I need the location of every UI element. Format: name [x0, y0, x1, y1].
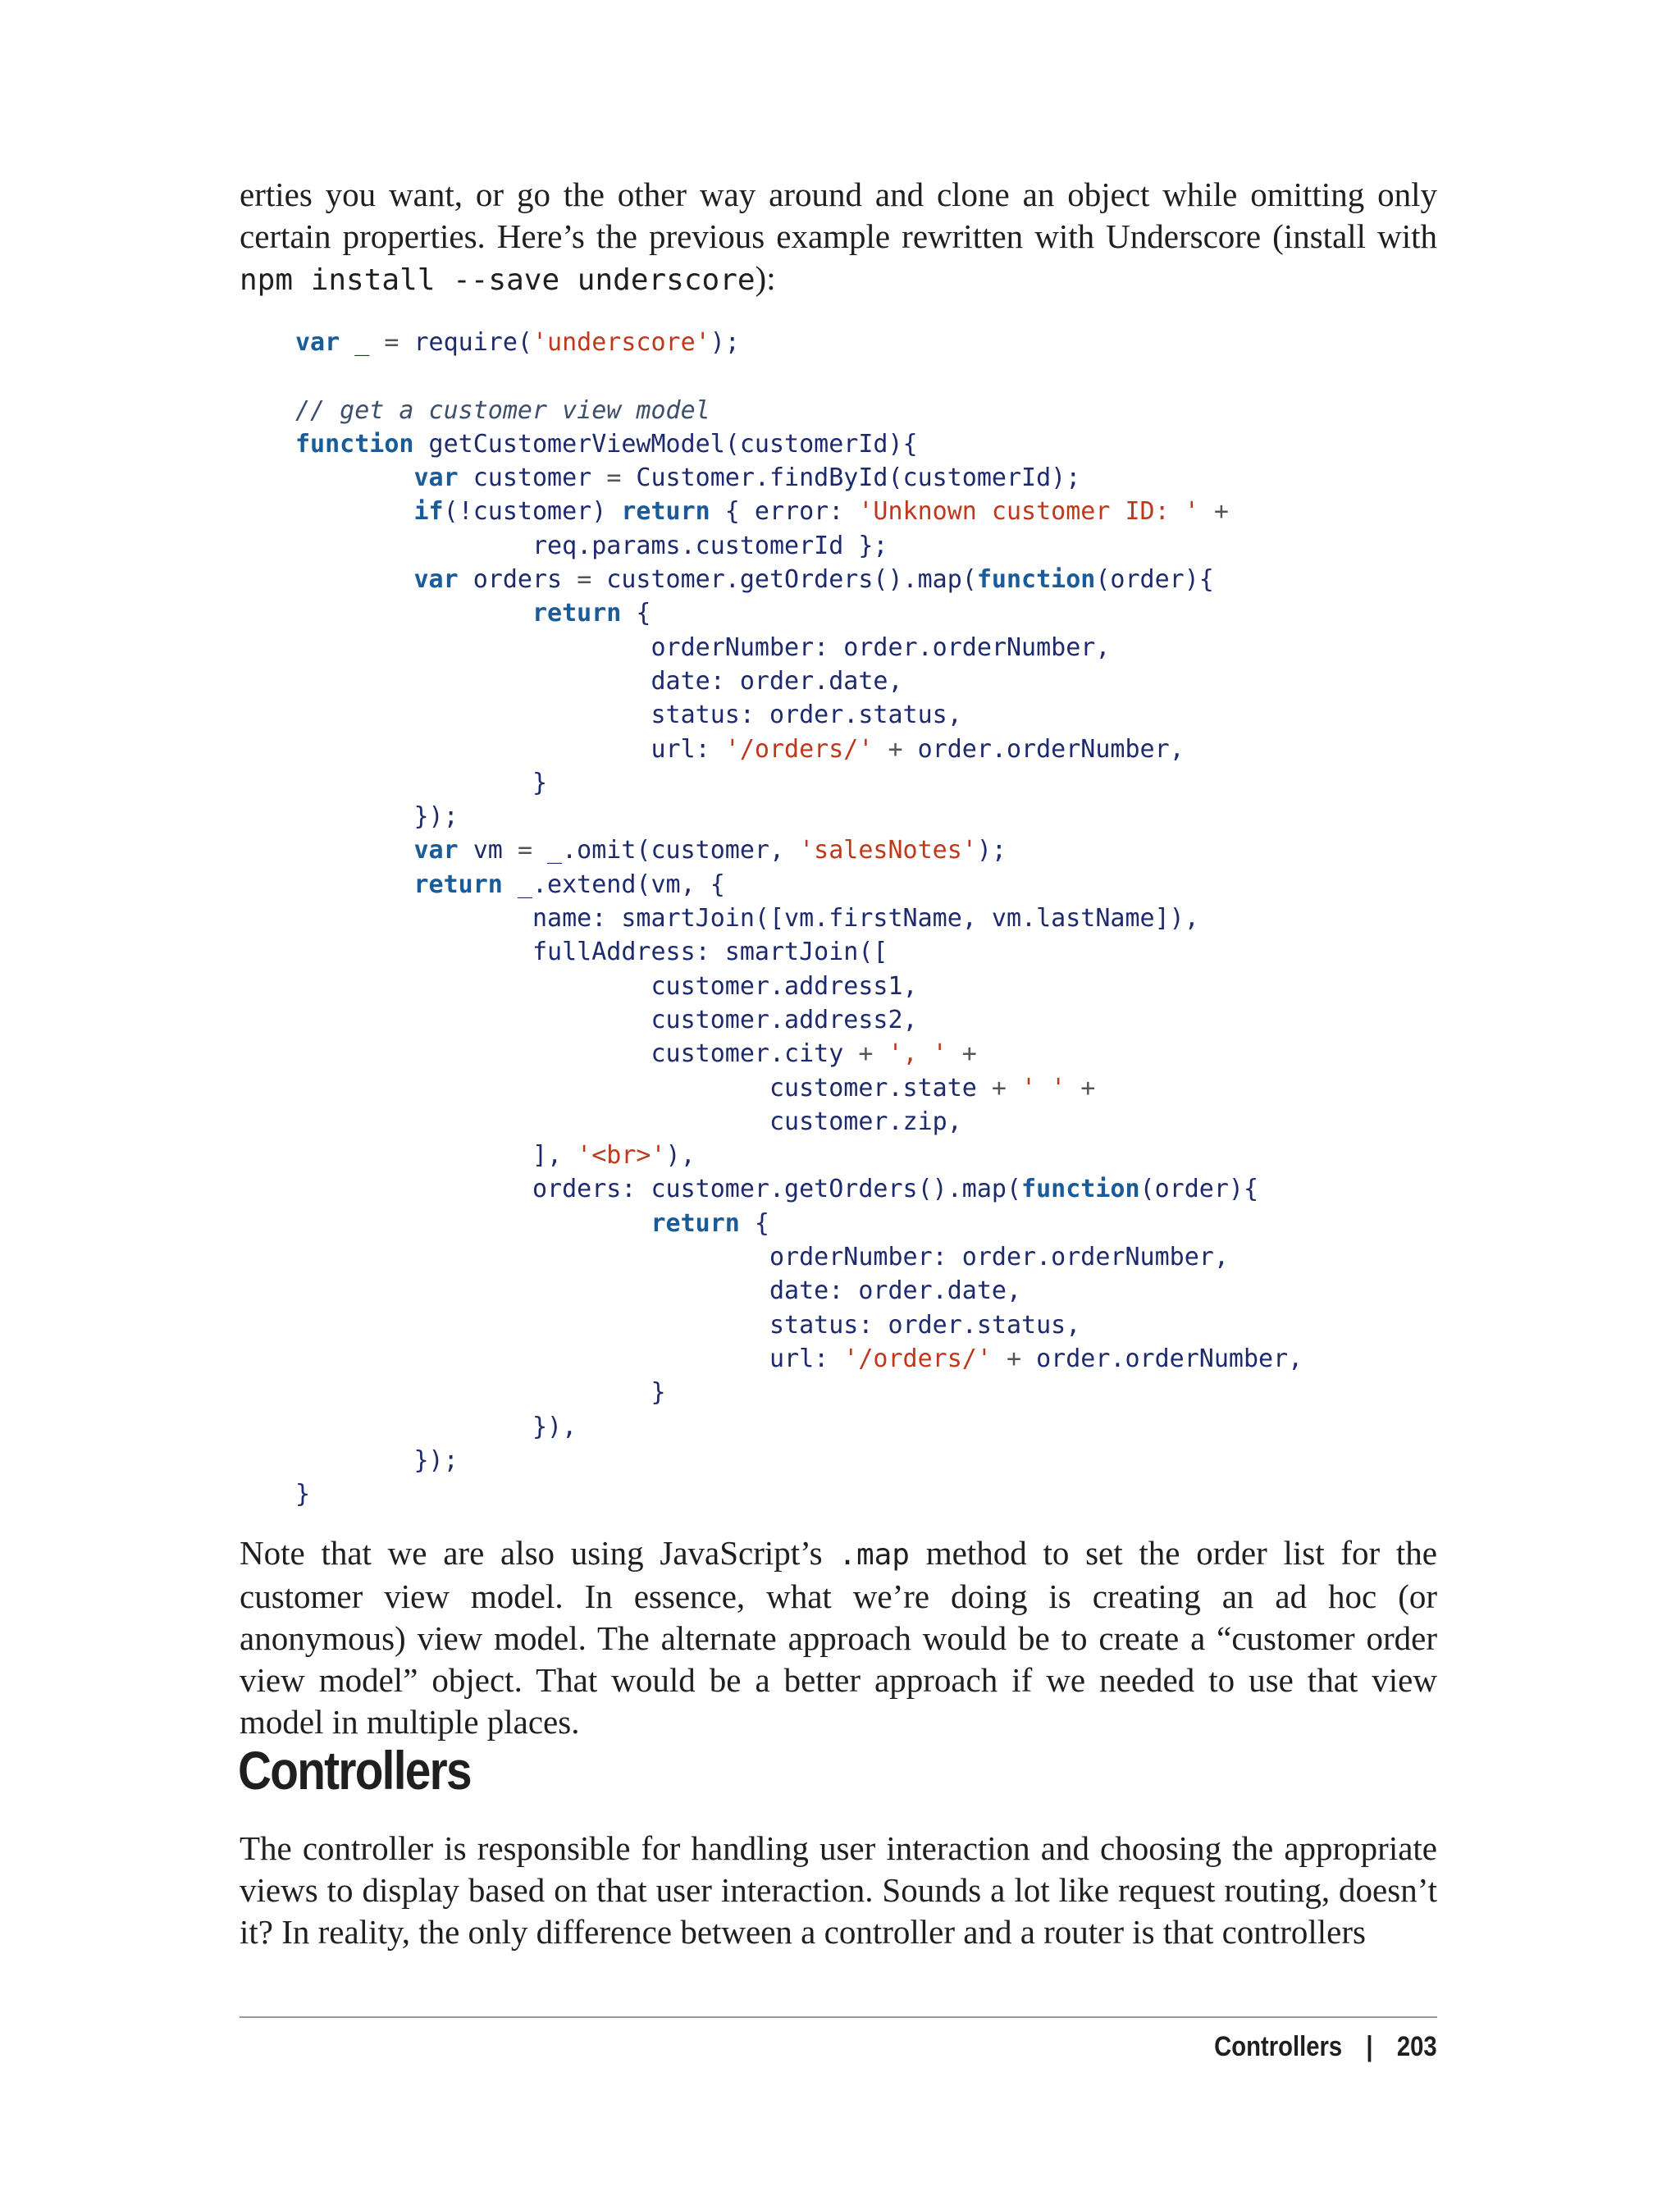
code-token: ); — [710, 328, 740, 357]
code-line — [295, 1037, 1303, 1071]
footer-separator: | — [1366, 2031, 1373, 2062]
code-token: require( — [399, 328, 532, 357]
code-line — [295, 1342, 1303, 1376]
code-token: _ — [340, 328, 385, 357]
code-token: var — [413, 565, 459, 595]
code-token: { — [739, 1208, 769, 1238]
intro-text-end: ): — [755, 259, 776, 297]
code-line — [295, 631, 1303, 664]
code-token: customer.zip, — [295, 1107, 962, 1136]
install-command: npm install --save underscore — [240, 263, 756, 297]
code-line — [295, 1274, 1303, 1308]
code-token — [295, 463, 414, 492]
code-line — [295, 1444, 1303, 1477]
code-token: + — [858, 1039, 874, 1069]
code-line — [295, 1139, 1303, 1172]
code-line — [295, 902, 1303, 935]
code-token: if — [413, 497, 444, 527]
footer-section-name: Controllers — [1214, 2031, 1343, 2062]
code-token: var — [413, 836, 459, 865]
note-paragraph — [240, 1532, 1437, 1743]
code-token: + — [991, 1073, 1007, 1102]
code-token: orderNumber: order.orderNumber, — [295, 1243, 1229, 1272]
code-token — [295, 836, 414, 865]
code-line — [295, 427, 1303, 461]
intro-paragraph — [240, 174, 1437, 301]
code-token: + — [947, 1039, 977, 1069]
code-token: ], — [295, 1141, 578, 1171]
code-token: function — [976, 565, 1096, 595]
code-token: function — [295, 429, 414, 459]
section-paragraph: The controller is responsible for handling user interaction and choosing the appropriate views to display based on that user interaction. Sounds a lot like request routing, doesn’t it? In reality, the only difference between a controller and a router is that controllers — [240, 1829, 1437, 1951]
code-line — [295, 1071, 1303, 1105]
code-token: { — [621, 599, 651, 628]
code-token: status: order.status, — [295, 701, 962, 730]
code-line — [295, 1376, 1303, 1409]
footer-divider — [240, 2016, 1437, 2018]
code-token — [295, 599, 532, 628]
note-text-end: method to set the order list for the customer view model. In essence, what we’re doing is creating an ad hoc (or anonymous) view model. The alternate approach would be to create a “customer order view model” object. That would be a better approach if we needed to use that view model in multiple places. — [240, 1534, 1437, 1741]
code-line — [295, 529, 1303, 563]
code-token: 'Unknown customer ID: ' — [858, 497, 1199, 527]
code-token: customer — [458, 463, 607, 493]
code-line — [295, 800, 1303, 833]
code-token: customer.address1, — [295, 971, 918, 1001]
code-token: }); — [295, 1445, 459, 1475]
code-token: (order){ — [1139, 1175, 1259, 1204]
code-token: + — [991, 1344, 1022, 1373]
code-token: (order){ — [1095, 565, 1214, 595]
code-token — [1007, 1074, 1021, 1102]
code-token: + — [1066, 1073, 1096, 1102]
intro-text: erties you want, or go the other way around and clone an object while omitting only certain properties. Here’s the previous example rewritten with Underscore (install with — [240, 176, 1437, 255]
code-line — [295, 461, 1303, 495]
code-token: function — [1021, 1175, 1140, 1204]
code-line — [295, 1410, 1303, 1444]
code-token: vm — [458, 836, 518, 865]
code-token: order.orderNumber, — [1021, 1344, 1303, 1373]
code-line — [295, 1308, 1303, 1342]
code-line — [295, 495, 1303, 528]
code-token: var — [413, 463, 459, 493]
code-token: customer.city — [295, 1039, 859, 1069]
code-token: getCustomerViewModel(customerId){ — [413, 429, 918, 459]
code-token: + — [1198, 497, 1229, 527]
page-number: 203 — [1397, 2031, 1437, 2062]
code-token: Customer.findById(customerId); — [621, 463, 1081, 493]
code-token: ', ' — [888, 1039, 947, 1069]
code-token: date: order.date, — [295, 666, 903, 696]
code-token: 'underscore' — [532, 328, 710, 357]
code-token: orders — [458, 565, 578, 595]
code-token: { error: — [710, 497, 859, 527]
code-token: _.omit(customer, — [532, 836, 800, 865]
code-token — [295, 565, 414, 594]
code-line — [295, 1207, 1303, 1240]
code-token — [873, 1039, 888, 1068]
code-token: var — [295, 328, 340, 357]
code-token: }); — [295, 802, 459, 832]
code-line — [295, 1240, 1303, 1274]
code-token: return — [532, 599, 622, 628]
code-line — [295, 935, 1303, 969]
code-line — [295, 1477, 1303, 1511]
code-token: = — [577, 565, 592, 595]
code-token: return — [651, 1208, 740, 1238]
code-token: url: — [295, 734, 725, 764]
code-token: name: smartJoin([vm.firstName, vm.lastName]), — [295, 904, 1199, 934]
code-token: '/orders/' — [724, 734, 874, 764]
code-line — [295, 359, 1303, 393]
code-line — [295, 698, 1303, 732]
code-token: return — [413, 870, 503, 899]
code-line — [295, 1172, 1303, 1206]
note-text: Note that we are also using JavaScript’s — [240, 1534, 839, 1572]
code-token: '/orders/' — [843, 1344, 992, 1373]
page-footer — [1215, 2026, 1437, 2067]
code-line — [295, 970, 1303, 1003]
code-line — [295, 766, 1303, 800]
code-line — [295, 596, 1303, 630]
code-line — [295, 1003, 1303, 1037]
code-token — [295, 497, 414, 526]
code-token: '<br>' — [577, 1141, 666, 1171]
code-token: customer.state — [295, 1073, 992, 1102]
code-line — [295, 563, 1303, 596]
code-token: ); — [976, 836, 1007, 865]
code-token: ' ' — [1021, 1073, 1066, 1102]
code-token: orderNumber: order.orderNumber, — [295, 632, 1111, 662]
code-token: _.extend(vm, { — [502, 870, 725, 899]
code-token: fullAddress: smartJoin([ — [295, 938, 888, 967]
code-token: = — [384, 328, 399, 357]
code-line — [295, 664, 1303, 698]
code-token: order.orderNumber, — [902, 734, 1185, 764]
code-token: orders: customer.getOrders().map( — [295, 1175, 1022, 1204]
code-line — [295, 326, 1303, 359]
code-token: = — [517, 836, 532, 865]
code-token: req.params.customerId }; — [295, 531, 888, 560]
code-token: url: — [295, 1344, 844, 1373]
code-token: ), — [665, 1141, 696, 1171]
code-token: return — [621, 497, 710, 527]
code-token: customer.getOrders().map( — [591, 565, 977, 595]
code-token: // get a customer view model — [295, 395, 710, 425]
code-token — [295, 870, 414, 899]
code-token — [295, 1209, 651, 1238]
code-token: } — [295, 1480, 311, 1509]
code-token: + — [873, 734, 903, 764]
code-token: 'salesNotes' — [799, 836, 977, 865]
code-token: } — [295, 1378, 666, 1408]
code-token: (!customer) — [443, 497, 622, 527]
code-line — [295, 833, 1303, 867]
code-token: customer.address2, — [295, 1005, 918, 1034]
code-token: } — [295, 768, 548, 797]
code-line — [295, 868, 1303, 902]
code-token: }), — [295, 1412, 578, 1441]
code-listing — [295, 326, 1303, 1511]
code-line — [295, 733, 1303, 766]
code-line — [295, 394, 1303, 427]
section-heading: Controllers — [238, 1740, 471, 1801]
code-token: status: order.status, — [295, 1310, 1081, 1340]
map-method: .map — [838, 1538, 910, 1572]
code-line — [295, 1105, 1303, 1139]
code-token: = — [606, 463, 622, 493]
code-token: date: order.date, — [295, 1276, 1022, 1306]
